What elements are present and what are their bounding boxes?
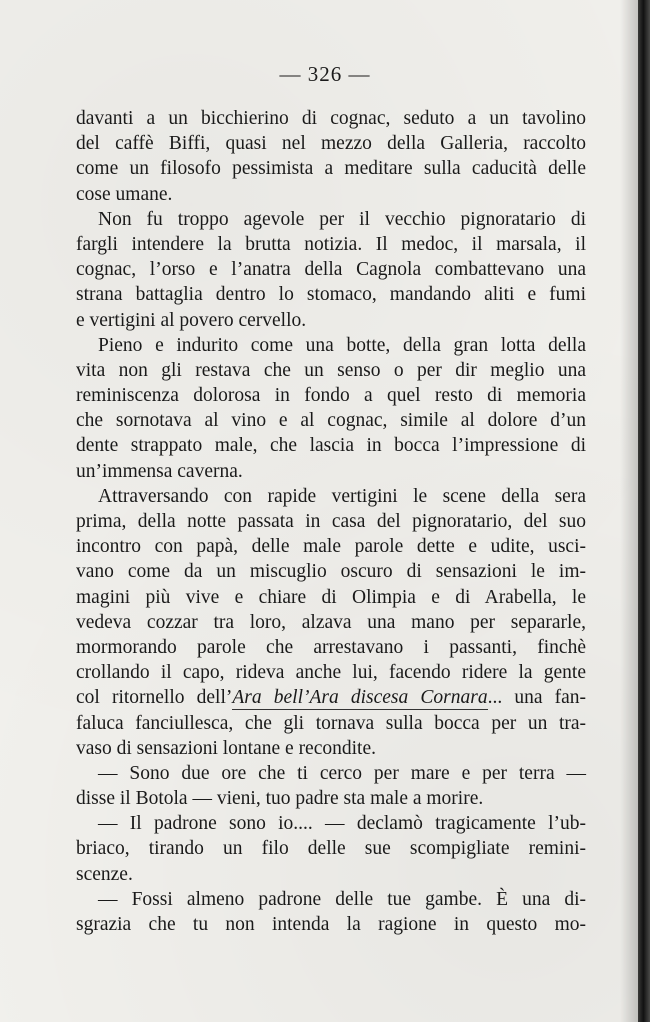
text-line: disse il Botola — vieni, tuo padre sta male a morire. xyxy=(76,788,484,810)
body-text xyxy=(76,106,586,937)
text-line xyxy=(76,685,586,710)
text-line: come un filosofo pessimista a meditare sulla caducità delle xyxy=(76,158,586,180)
text-line: dente strappato male, che lascia in bocca l’impressione di xyxy=(76,435,586,457)
text-line: davanti a un bicchierino di cognac, seduto a un tavolino xyxy=(76,108,586,129)
text-line: scenze. xyxy=(76,863,133,885)
text-line: fargli intendere la brutta notizia. Il medoc, il marsala, il xyxy=(76,233,586,255)
text-line: sgrazia che tu non intenda la ragione in questo mo- xyxy=(76,914,586,935)
text-line: vedeva cozzar tra loro, alzava una mano per separarle, xyxy=(76,611,586,633)
page-gutter-shadow xyxy=(620,0,638,1022)
page-number: — 326 — xyxy=(279,62,371,86)
text-line: che sornotava al vino e al cognac, simile al dolore d’un xyxy=(76,410,586,432)
text-line: vano come da un miscuglio oscuro di sensazioni le im- xyxy=(76,561,586,583)
text-line: Attraversando con rapide vertigini le scene della sera xyxy=(98,485,586,507)
text-line: e vertigini al povero cervello. xyxy=(76,309,307,331)
text-line: Pieno e indurito come una botte, della gran lotta della xyxy=(98,334,586,356)
page-edge xyxy=(638,0,650,1022)
text-line: crollando il capo, rideva anche lui, facendo ridere la gente xyxy=(76,662,586,684)
text-line: — Sono due ore che ti cerco per mare e per terra — xyxy=(98,762,586,784)
text-line: del caffè Biffi, quasi nel mezzo della Galleria, raccolto xyxy=(76,133,586,155)
text-line: prima, della notte passata in casa del pignoratario, del suo xyxy=(76,511,586,532)
text-line: un’immensa caverna. xyxy=(76,460,243,482)
text-line: briaco, tirando un filo delle sue scompigliate remini- xyxy=(76,838,586,860)
text-line: vita non gli restava che un senso o per dir meglio una xyxy=(76,359,586,381)
underlined-phrase: Ara bell’Ara discesa Cornara xyxy=(232,687,488,709)
text-line: — Fossi almeno padrone delle tue gambe. È una di- xyxy=(98,888,586,910)
text-line: Non fu troppo agevole per il vecchio pignoratario di xyxy=(98,208,586,230)
text-line: — Il padrone sono io.... — declamò tragicamente l’ub- xyxy=(98,813,586,835)
text-line: mormorando parole che arrestavano i passanti, finchè xyxy=(76,636,586,658)
text-line: incontro con papà, delle male parole dette e udite, usci- xyxy=(76,536,586,558)
text-line: reminiscenza dolorosa in fondo a quel resto di memoria xyxy=(76,385,586,407)
text-line: magini più vive e chiare di Olimpia e di Arabella, le xyxy=(76,586,586,608)
text-fragment: ... una fan- xyxy=(487,687,586,709)
text-line: vaso di sensazioni lontane e recondite. xyxy=(76,737,376,759)
text-line: faluca fanciullesca, che gli tornava sulla bocca per un tra- xyxy=(76,712,586,734)
text-line: cognac, l’orso e l’anatra della Cagnola combattevano una xyxy=(76,259,586,281)
text-line: cose umane. xyxy=(76,183,173,205)
text-line: strana battaglia dentro lo stomaco, mandando aliti e fumi xyxy=(76,284,586,306)
text-fragment: col ritornello dell’ xyxy=(76,687,233,709)
